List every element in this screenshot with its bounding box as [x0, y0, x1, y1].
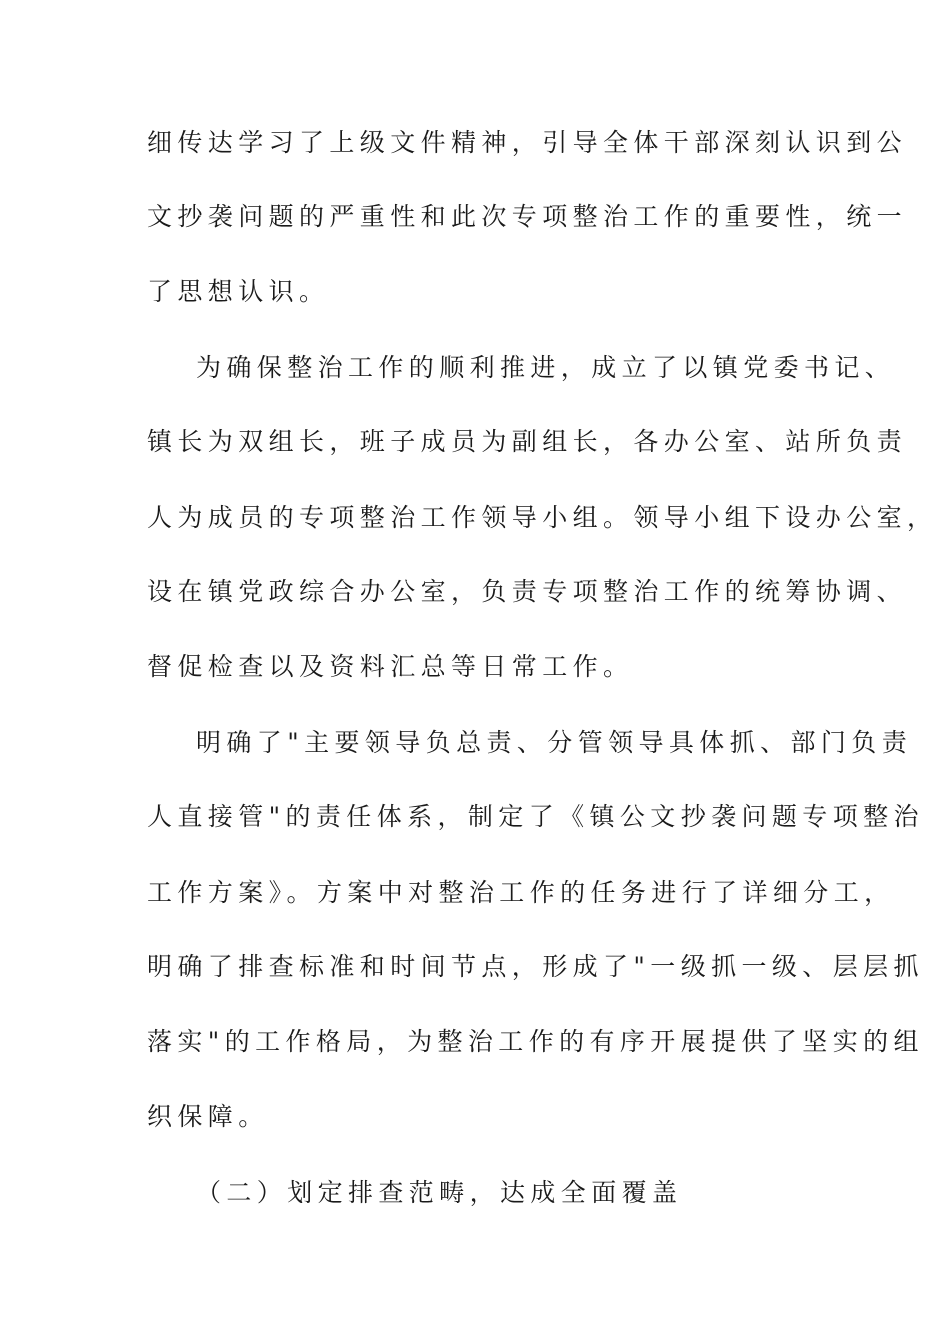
text-line: 镇长为双组长，班子成员为副组长，各办公室、站所负责 [147, 427, 908, 456]
text-line: 督促检查以及资料汇总等日常工作。 [147, 652, 634, 681]
text-line: 人直接管"的责任体系，制定了《镇公文抄袭问题专项整治 [147, 802, 924, 831]
text-line: 了思想认识。 [147, 277, 330, 306]
text-line: 文抄袭问题的严重性和此次专项整治工作的重要性，统一 [147, 202, 908, 231]
text-line: 为确保整治工作的顺利推进，成立了以镇党委书记、 [196, 353, 896, 382]
text-line: 设在镇党政综合办公室，负责专项整治工作的统筹协调、 [147, 577, 908, 606]
text-line: 落实"的工作格局，为整治工作的有序开展提供了坚实的组 [147, 1027, 924, 1056]
text-line: 人为成员的专项整治工作领导小组。领导小组下设办公室， [147, 503, 938, 532]
text-line: 明确了排查标准和时间节点，形成了"一级抓一级、层层抓 [147, 952, 924, 981]
text-line: 工作方案》。方案中对整治工作的任务进行了详细分工， [147, 878, 895, 907]
text-line: 细传达学习了上级文件精神，引导全体干部深刻认识到公 [147, 128, 908, 157]
text-line: 织保障。 [147, 1102, 269, 1131]
section-heading: （二）划定排查范畴，达成全面覆盖 [196, 1178, 683, 1207]
text-line: 明确了"主要领导负总责、分管领导具体抓、部门负责 [196, 728, 913, 757]
